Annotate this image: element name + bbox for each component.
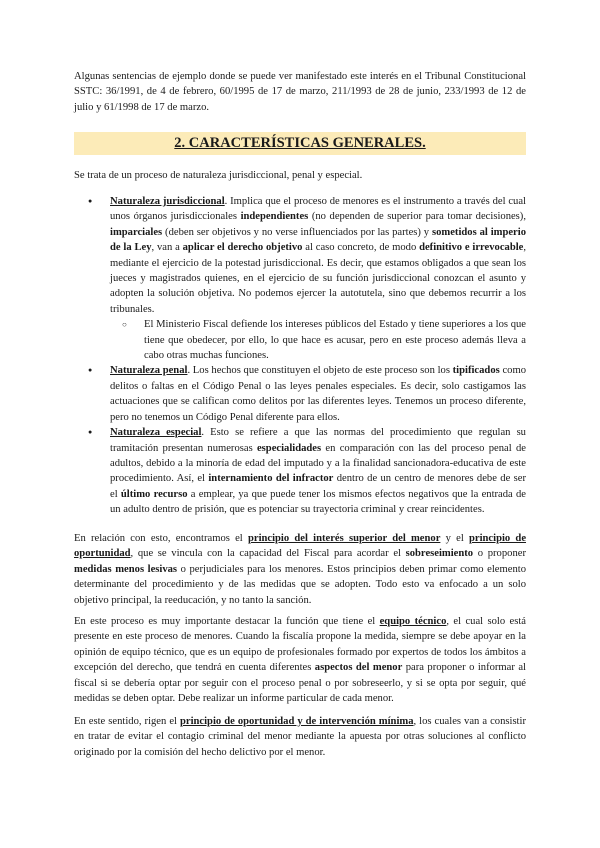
paragraph-minimal-intervention: En este sentido, rigen el principio de oportunidad y de intervención mínima, los cuales van a consistir en tratar de evitar el contagio criminal del menor mediante la apuesta por otras soluciones al conflicto originado por la comisión del hecho delictivo por el menor. bbox=[74, 716, 526, 758]
list-item: ● Naturaleza especial. Esto se refiere a que las normas del procedimiento que regulan su tramitación presentan numerosas especialidades en comparación con las del proceso penal de adultos, debido a la minoría de edad del imputado y a la finalidad sancionadora-educativa de este procedimiento. Así, el internamiento del infractor dentro de un centro de menores debe de ser el último recurso a emplear, ya que puede tener los mismos efectos negativos que la entrada de un adulto dentro de prisión, que es potenciar su trayectoria criminal y crear reincidentes. bbox=[74, 425, 526, 517]
bullet-term: Naturaleza especial bbox=[110, 427, 202, 439]
paragraph-technical-team: En este proceso es muy importante destacar la función que tiene el equipo técnico, el cual solo está presente en este proceso de menores. Cuando la fiscalía propone la medida, siempre se debe apoyar en la opinión de equipo técnico, que es un equipo de profesionales formado por expertos de todos los ámbitos a excepción del derecho, que tendrá en cuenta diferentes aspectos del menor para proponer o informar al fiscal si se debería optar por seguir con el proceso penal o por sobreseerlo, y si se opta por seguir, qué medidas se deben optar. Debe realizar un informe particular de cada menor. bbox=[74, 616, 527, 705]
list-item: ● Naturaleza jurisdiccional. Implica que el proceso de menores es el instrumento a través del cual unos órganos jurisdiccionales independientes (no dependen de superior para tomar decisiones), imparciales (deben ser objetivos y no verse influenciados por las partes) y sometidos al imperio de la Ley, van a aplicar el derecho objetivo al caso concreto, de modo definitivo e irrevocable, mediante el ejercicio de la potestad jurisdiccional. Es decir, que estamos obligados a que sean los jueces y magistrados quienes, en el ejercicio de su función jurisdiccional conozcan el asunto y adopten la solución objetiva. No podemos ejercer la autotutela, sino que debemos recurrir a los tribunales. ○ El Ministerio Fiscal defiende los intereses públicos del Estado y tiene superiores a los que tiene que obedecer, por ello, lo que hace es acusar, pero en este proceso además lleva a cabo otras muchas funciones. bbox=[74, 194, 526, 363]
bullet-term: Naturaleza jurisdiccional bbox=[110, 196, 225, 207]
section-lead: Se trata de un proceso de naturaleza jurisdiccional, penal y especial. bbox=[74, 170, 363, 181]
characteristics-list bbox=[74, 194, 526, 518]
section-title: 2. CARACTERÍSTICAS GENERALES. bbox=[174, 135, 426, 151]
paragraph-principles: En relación con esto, encontramos el principio del interés superior del menor y el principio de oportunidad, que se vincula con la capacidad del Fiscal para acordar el sobreseimiento o proponer medidas menos lesivas o perjudiciales para los menores. Estos principios deben primar como elemento determinante del procedimiento y de las medidas que se adopten. Todo esto va enfocado a un solo objetivo principal, la reeducación, y no tanto la sanción. bbox=[74, 533, 527, 606]
list-item: ● Naturaleza penal. Los hechos que constituyen el objeto de este proceso son los tipificados como delitos o faltas en el Código Penal o las leyes penales especiales. Es decir, solo castigamos las actuaciones que se califican como delitos por las diferentes leyes. Tenemos un proceso diferente, pero no tenemos un Código Penal diferente para ellos. bbox=[74, 363, 526, 425]
section-heading bbox=[74, 132, 526, 155]
bullet-term: Naturaleza penal bbox=[110, 365, 188, 377]
sub-list-item: ○ El Ministerio Fiscal defiende los intereses públicos del Estado y tiene superiores a los que tiene que obedecer, por ello, lo que hace es acusar, pero en este proceso además lleva a cabo otras muchas funciones. bbox=[110, 317, 526, 363]
intro-paragraph: Algunas sentencias de ejemplo donde se puede ver manifestado este interés en el Tribunal Constitucional SSTC: 36/1991, de 4 de febrero, 60/1995 de 17 de marzo, 211/1993 de 28 de junio, 233/1993 de 12 de julio y 61/1998 de 17 de marzo. bbox=[74, 71, 526, 113]
sub-list bbox=[110, 317, 526, 363]
